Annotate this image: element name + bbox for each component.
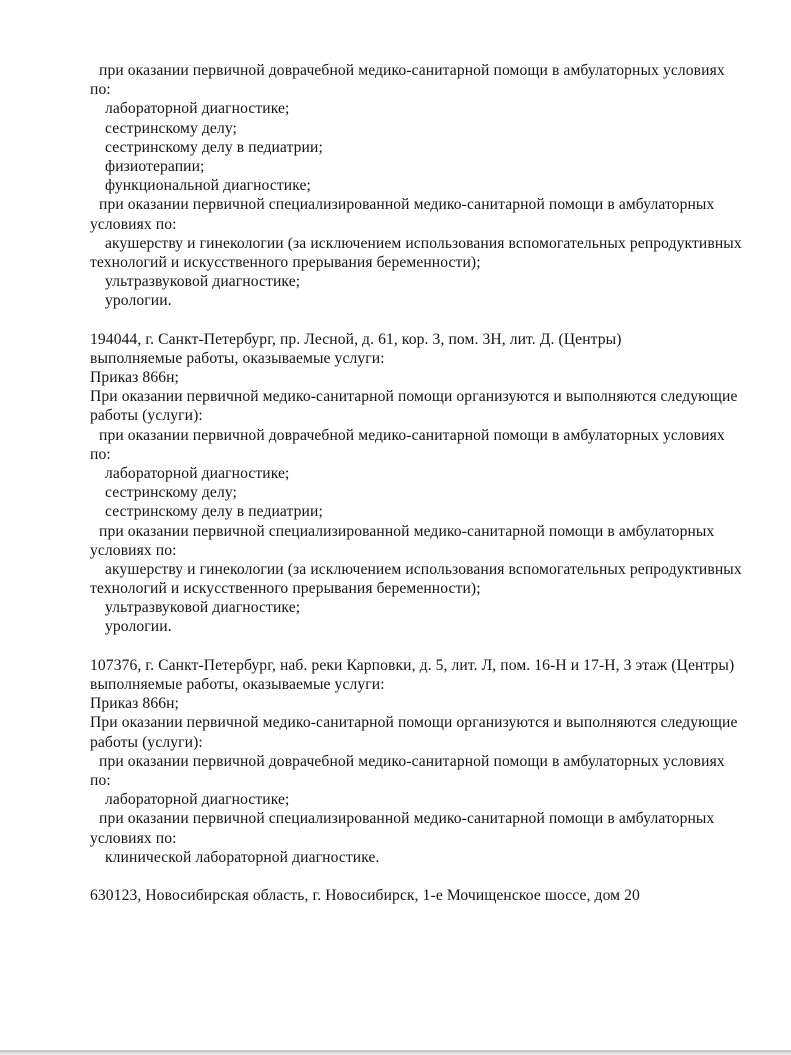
text-line: лабораторной диагностике; xyxy=(105,464,290,482)
text-line: сестринскому делу в педиатрии; xyxy=(105,503,323,521)
text-line: При оказании первичной медико-санитарной помощи организуются и выполняются следующие xyxy=(90,388,738,406)
text-line: Приказ 866н; xyxy=(90,369,179,386)
text-line: акушерству и гинекологии (за исключением использования вспомогательных репродуктивных xyxy=(105,560,742,578)
text-line: функциональной диагностике; xyxy=(105,177,311,195)
text-line: технологий и искусственного прерывания беременности); xyxy=(90,580,481,598)
text-line: работы (услуги): xyxy=(90,733,203,751)
text-line: при оказании первичной специализированной медико-санитарной помощи в амбулаторных xyxy=(99,810,715,828)
text-line: выполняемые работы, оказываемые услуги: xyxy=(90,349,385,367)
text-line: урологии. xyxy=(105,618,172,636)
text-line: лабораторной диагностике; xyxy=(105,100,290,118)
text-line: физиотерапии; xyxy=(105,157,205,175)
text-line: урологии. xyxy=(105,292,172,310)
text-line: технологий и искусственного прерывания беременности); xyxy=(90,253,481,271)
text-line: по: xyxy=(90,771,111,789)
text-line: лабораторной диагностике; xyxy=(105,791,290,809)
text-line: по: xyxy=(90,81,111,99)
bottom-divider xyxy=(0,1050,791,1055)
blank-line xyxy=(90,867,755,886)
text-line: выполняемые работы, оказываемые услуги: xyxy=(90,676,385,693)
text-line: при оказании первичной специализированной медико-санитарной помощи в амбулаторных xyxy=(99,522,715,540)
blank-line xyxy=(90,310,755,329)
text-line: работы (услуги): xyxy=(90,407,203,425)
text-line: 107376, г. Санкт-Петербург, наб. реки Карповки, д. 5, лит. Л, пом. 16-Н и 17-Н, 3 этаж (Центры) xyxy=(90,656,735,674)
text-line: по: xyxy=(90,445,111,463)
text-line: сестринскому делу; xyxy=(105,119,237,137)
text-line: сестринскому делу; xyxy=(105,484,237,502)
text-line: Приказ 866н; xyxy=(90,695,179,713)
text-line: клинической лабораторной диагностике. xyxy=(105,848,380,866)
text-line: ультразвуковой диагностике; xyxy=(105,599,301,617)
text-line: при оказании первичной специализированной медико-санитарной помощи в амбулаторных xyxy=(99,196,715,214)
text-line: при оказании первичной доврачебной медико-санитарной помощи в амбулаторных условиях xyxy=(99,426,725,444)
text-line: ультразвуковой диагностике; xyxy=(105,273,301,291)
text-line: при оказании первичной доврачебной медико-санитарной помощи в амбулаторных условиях xyxy=(99,752,725,770)
text-line: при оказании первичной доврачебной медико-санитарной помощи в амбулаторных условиях xyxy=(99,62,725,79)
text-line: 194044, г. Санкт-Петербург, пр. Лесной, д. 61, кор. 3, пом. 3Н, лит. Д. (Центры) xyxy=(90,330,622,348)
text-line: условиях по: xyxy=(90,541,177,559)
text-line: 630123, Новосибирская область, г. Новосибирск, 1-е Мочищенское шоссе, дом 20 xyxy=(90,887,640,905)
text-line: сестринскому делу в педиатрии; xyxy=(105,138,323,156)
text-line: условиях по: xyxy=(90,215,177,233)
document-body xyxy=(90,61,755,905)
blank-line xyxy=(90,637,755,656)
text-line: условиях по: xyxy=(90,829,177,847)
text-line: акушерству и гинекологии (за исключением использования вспомогательных репродуктивных xyxy=(105,234,742,252)
text-line: При оказании первичной медико-санитарной помощи организуются и выполняются следующие xyxy=(90,714,738,732)
